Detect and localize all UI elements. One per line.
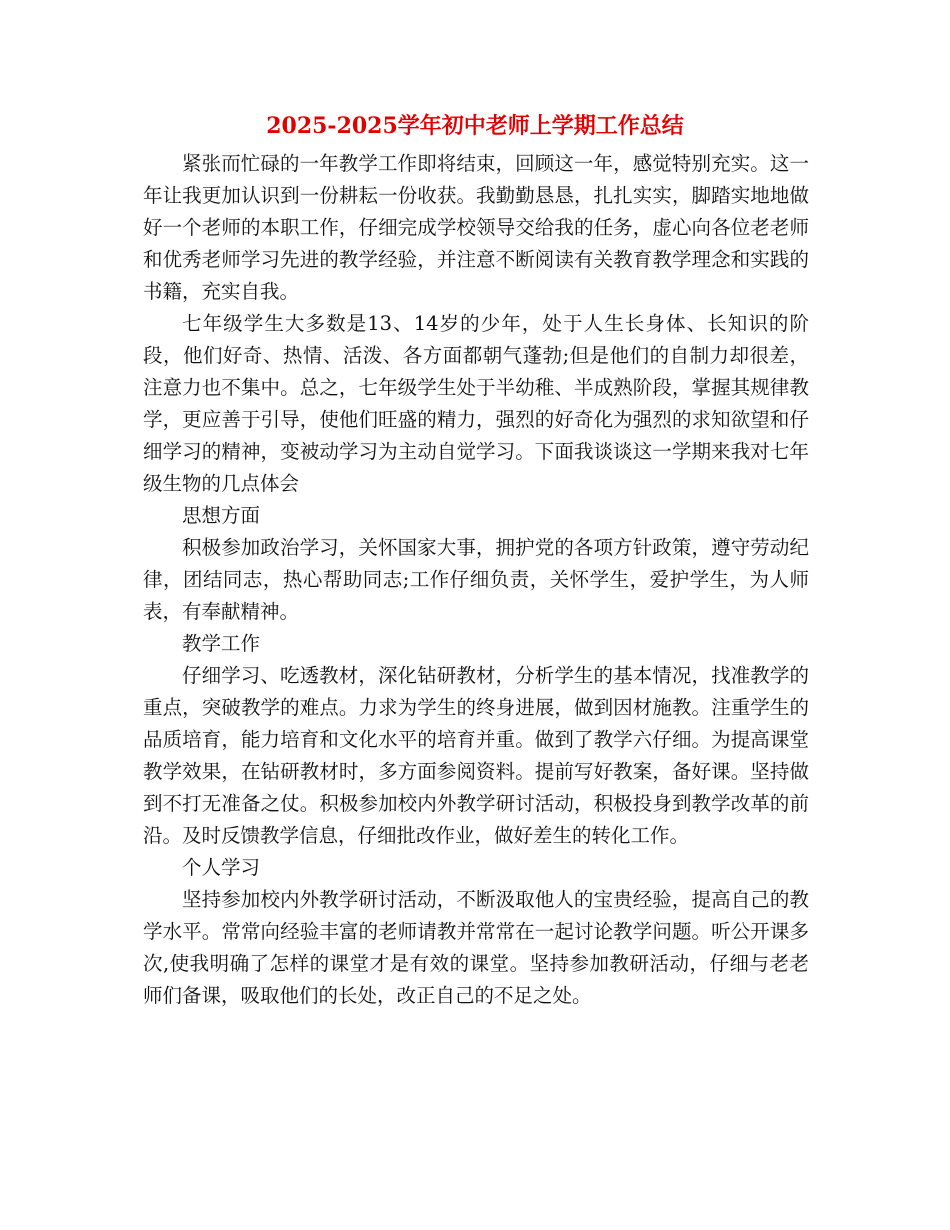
paragraph-students: 七年级学生大多数是13、14岁的少年，处于人生长身体、长知识的阶段，他们好奇、热情、活泼、各方面都朝气蓬勃;但是他们的自制力却很差，注意力也不集中。总之，七年级学生处于半幼稚、半成熟阶段，掌握其规律教学，更应善于引导，使他们旺盛的精力，强烈的好奇化为强烈的求知欲望和仔细学习的精神，变被动学习为主动自觉学习。下面我谈谈这一学期来我对七年级生物的几点体会 — [143, 312, 809, 495]
paragraph-intro: 紧张而忙碌的一年教学工作即将结束，回顾这一年，感觉特别充实。这一年让我更加认识到一份耕耘一份收获。我勤勤恳恳，扎扎实实，脚踏实地地做好一个老师的本职工作，仔细完成学校领导交给我的任务，虚心向各位老老师和优秀老师学习先进的教学经验，并注意不断阅读有关教育教学理念和实践的书籍，充实自我。 — [143, 152, 809, 303]
section-heading-study: 个人学习 — [182, 856, 261, 879]
paragraph-teaching: 仔细学习、吃透教材，深化钻研教材，分析学生的基本情况，找准教学的重点，突破教学的难点。力求为学生的终身进展，做到因材施教。注重学生的品质培育，能力培育和文化水平的培育并重。做到了教学六仔细。为提高课堂教学效果，在钻研教材时，多方面参阅资料。提前写好教案，备好课。坚持做到不打无准备之仗。积极参加校内外教学研讨活动，积极投身到教学改革的前沿。及时反馈教学信息，仔细批改作业，做好差生的转化工作。 — [143, 664, 809, 847]
section-heading-teaching: 教学工作 — [182, 632, 261, 655]
paragraph-thought: 积极参加政治学习，关怀国家大事，拥护党的各项方针政策，遵守劳动纪律，团结同志，热心帮助同志;工作仔细负责，关怀学生，爱护学生，为人师表，有奉献精神。 — [143, 536, 809, 623]
document-body — [143, 148, 809, 1012]
paragraph-study: 坚持参加校内外教学研讨活动，不断汲取他人的宝贵经验，提高自己的教学水平。常常向经验丰富的老师请教并常常在一起讨论教学问题。听公开课多次,使我明确了怎样的课堂才是有效的课堂。坚持参加教研活动，仔细与老老师们备课，吸取他们的长处，改正自己的不足之处。 — [143, 888, 809, 1007]
section-heading-thought: 思想方面 — [182, 504, 261, 527]
document-title: 2025-2025学年初中老师上学期工作总结 — [266, 113, 684, 139]
